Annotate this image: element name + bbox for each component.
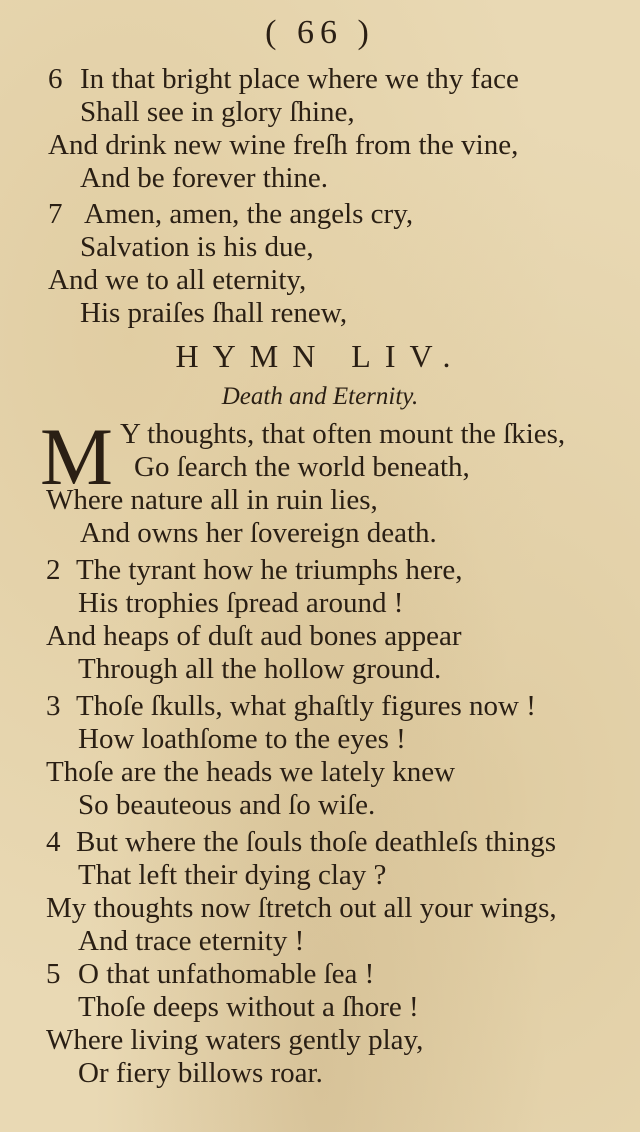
verse-number: 7 [48,198,63,230]
verse-number: 4 [46,826,61,858]
verse-number: 6 [48,63,63,95]
verse-line: His trophies ſpread around ! [78,587,404,619]
verse-line: How loathſome to the eyes ! [78,723,406,755]
verse-line: Where nature all in ruin lies, [46,484,378,516]
verse-number: 5 [46,958,61,990]
verse-line: Salvation is his due, [80,231,314,263]
verse-line: And heaps of duſt aud bones appear [46,620,462,652]
verse-line: Thoſe ſkulls, what ghaſtly figures now ! [76,690,536,722]
verse-line: And owns her ſovereign death. [80,517,437,549]
verse-line: And be forever thine. [80,162,329,194]
verse-line: And drink new wine freſh from the vine, [48,129,519,161]
verse-line: But where the ſouls thoſe deathleſs things [76,826,557,858]
verse-line: Thoſe deeps without a ſhore ! [78,991,419,1023]
verse-line: My thoughts now ſtretch out all your wings, [46,892,557,924]
verse-line: In that bright place where we thy face [80,63,519,95]
verse-line: O that unfathomable ſea ! [78,958,375,990]
verse-line: Amen, amen, the angels cry, [84,198,414,230]
hymn-title: HYMN LIV. [175,338,465,374]
verse-line: Shall see in glory ſhine, [80,96,355,128]
verse-line: Or fiery billows roar. [78,1057,323,1089]
drop-cap: M [40,411,113,502]
verse-line: Through all the hollow ground. [78,653,442,685]
verse-line: Thoſe are the heads we lately knew [46,756,456,788]
verse-line: Go ſearch the world beneath, [134,451,470,483]
verse-line: Where living waters gently play, [46,1024,424,1056]
page-number: ( 66 ) [265,14,375,51]
verse-line: That left their dying clay ? [78,859,387,891]
verse-line: And we to all eternity, [48,264,307,296]
verse-line: His praiſes ſhall renew, [80,297,348,329]
verse-line: And trace eternity ! [78,925,305,957]
verse-line: So beauteous and ſo wiſe. [78,789,376,821]
verse-number: 3 [46,690,61,722]
verse-line: Y thoughts, that often mount the ſkies, [120,418,566,450]
hymn-subtitle: Death and Eternity. [221,383,419,410]
verse-number: 2 [46,554,61,586]
verse-line: The tyrant how he triumphs here, [76,554,463,586]
